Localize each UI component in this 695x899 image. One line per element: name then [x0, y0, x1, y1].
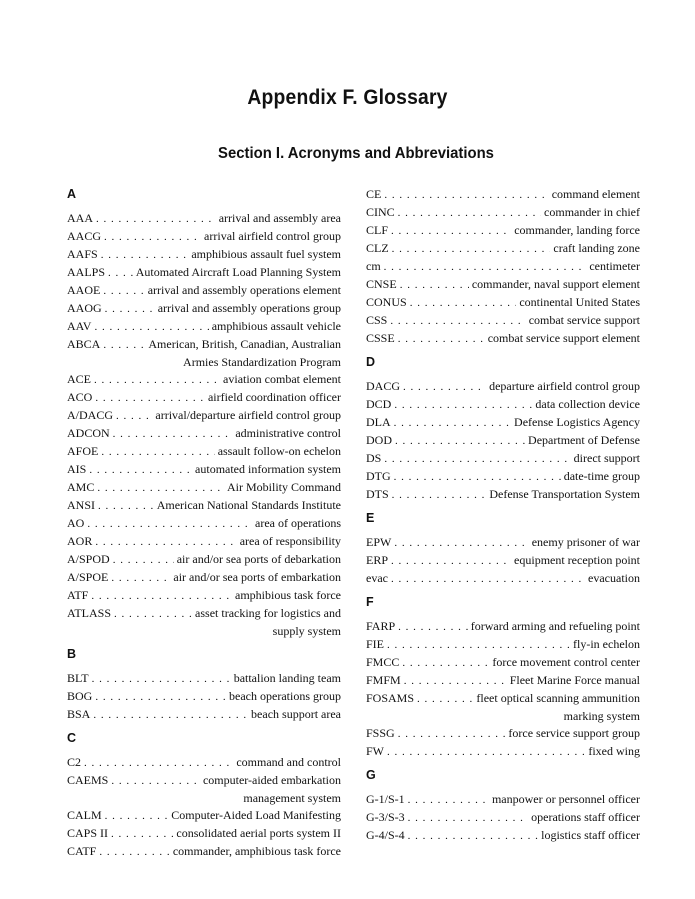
- glossary-entry: [67, 569, 341, 587]
- entry-acronym: ATF: [67, 588, 89, 602]
- dot-leader: [111, 826, 173, 843]
- section-title: Section I. Acronyms and Abbreviations: [218, 145, 494, 162]
- glossary-entry: [366, 690, 640, 725]
- dot-leader: [392, 241, 551, 258]
- entry-acronym: FW: [366, 744, 384, 758]
- dot-leader: [404, 673, 507, 690]
- glossary-entry: [366, 222, 640, 240]
- glossary-entry: [366, 486, 640, 504]
- glossary-entry: [67, 772, 341, 807]
- entry-acronym: EPW: [366, 535, 392, 549]
- entry-definition: manpower or personnel officer: [491, 792, 640, 806]
- entry-definition: departure airfield control group: [489, 379, 640, 393]
- left-column: [67, 186, 341, 861]
- entry-acronym: AO: [67, 516, 85, 530]
- glossary-entry: [67, 228, 341, 246]
- entry-acronym: CATF: [67, 844, 97, 858]
- entry-acronym: DOD: [366, 433, 392, 447]
- entry-definition: consolidated aerial ports system II: [176, 826, 341, 840]
- glossary-entry: [67, 407, 341, 425]
- dot-leader: [395, 433, 525, 450]
- dot-leader: [402, 655, 489, 672]
- glossary-entry: [366, 276, 640, 294]
- entry-acronym: evac: [366, 571, 388, 585]
- entry-acronym: CINC: [366, 205, 395, 219]
- dot-leader: [111, 773, 200, 790]
- glossary-entry: [366, 827, 640, 845]
- entry-definition: amphibious assault vehicle: [211, 319, 341, 333]
- entry-definition: logistics staff officer: [541, 828, 640, 842]
- dot-leader: [398, 619, 468, 636]
- entry-acronym: AACG: [67, 229, 102, 243]
- glossary-entry: [67, 497, 341, 515]
- dot-leader: [95, 390, 205, 407]
- entry-definition: date-time group: [563, 469, 640, 483]
- entry-definition-continued: supply system: [272, 624, 341, 638]
- entry-acronym: ERP: [366, 553, 389, 567]
- entry-definition: commander, landing force: [514, 223, 640, 237]
- glossary-entry: [67, 688, 341, 706]
- glossary-entry: [67, 246, 341, 264]
- glossary-entry: [67, 318, 341, 336]
- entry-definition: Automated Aircraft Load Planning System: [135, 265, 341, 279]
- entry-acronym: CLZ: [366, 241, 389, 255]
- entry-acronym: AFOE: [67, 444, 99, 458]
- dot-leader: [390, 313, 525, 330]
- entry-acronym: ACO: [67, 390, 93, 404]
- entry-definition: force movement control center: [492, 655, 640, 669]
- dot-leader: [116, 408, 152, 425]
- dot-leader: [104, 229, 201, 246]
- dot-leader: [398, 726, 506, 743]
- entry-definition: data collection device: [535, 397, 640, 411]
- glossary-entry: [67, 210, 341, 228]
- glossary-entry: [67, 551, 341, 569]
- dot-leader: [92, 671, 231, 688]
- glossary-entry: [67, 843, 341, 861]
- glossary-entry: [366, 396, 640, 414]
- entry-definition: Department of Defense: [528, 433, 640, 447]
- entry-definition: beach operations group: [229, 689, 341, 703]
- entry-definition: craft landing zone: [553, 241, 640, 255]
- glossary-entry: [366, 414, 640, 432]
- entry-acronym: DACG: [366, 379, 401, 393]
- entry-definition: beach support area: [251, 707, 341, 721]
- entry-definition: Defense Transportation System: [489, 487, 640, 501]
- glossary-entry: [366, 636, 640, 654]
- entry-definition: amphibious task force: [235, 588, 341, 602]
- glossary-entry: [67, 670, 341, 688]
- dot-leader: [387, 637, 570, 654]
- glossary-entry: [67, 264, 341, 282]
- glossary-entry: [67, 461, 341, 479]
- entry-definition: operations staff officer: [531, 810, 640, 824]
- entry-definition: amphibious assault fuel system: [191, 247, 341, 261]
- entry-acronym: ADCON: [67, 426, 110, 440]
- dot-leader: [384, 259, 587, 276]
- entry-acronym: CALM: [67, 808, 102, 822]
- dot-leader: [391, 223, 511, 240]
- entry-acronym: FARP: [366, 619, 396, 633]
- entry-definition: administrative control: [235, 426, 341, 440]
- glossary-entry: [67, 371, 341, 389]
- entry-acronym: ABCA: [67, 337, 101, 351]
- entry-acronym: BLT: [67, 671, 89, 685]
- glossary-entry: [67, 389, 341, 407]
- glossary-entry: [366, 654, 640, 672]
- entry-acronym: FSSG: [366, 726, 395, 740]
- dot-leader: [96, 211, 216, 228]
- entry-acronym: AAOG: [67, 301, 102, 315]
- entry-acronym: CE: [366, 187, 382, 201]
- entry-acronym: BSA: [67, 707, 91, 721]
- entry-acronym: G-3/S-3: [366, 810, 405, 824]
- glossary-entry: [67, 515, 341, 533]
- entry-definition: fly-in echelon: [573, 637, 640, 651]
- section-letter-heading: A: [67, 187, 77, 201]
- entry-definition: automated information system: [195, 462, 341, 476]
- entry-definition: commander, amphibious task force: [172, 844, 341, 858]
- entry-acronym: G-1/S-1: [366, 792, 405, 806]
- dot-leader: [408, 810, 528, 827]
- section-letter-heading: B: [67, 647, 77, 661]
- page-title: Appendix F. Glossary: [247, 86, 448, 109]
- entry-acronym: ATLASS: [67, 606, 112, 620]
- entry-definition: commander in chief: [544, 205, 640, 219]
- dot-leader: [417, 691, 473, 708]
- entry-definition: Defense Logistics Agency: [514, 415, 640, 429]
- dot-leader: [111, 570, 170, 587]
- entry-definition: aviation combat element: [223, 372, 341, 386]
- dot-leader: [101, 247, 189, 264]
- dot-leader: [391, 553, 511, 570]
- entry-acronym: FMCC: [366, 655, 400, 669]
- dot-leader: [394, 535, 528, 552]
- glossary-entry: [366, 204, 640, 222]
- entry-definition-continued: management system: [243, 791, 341, 805]
- glossary-entry: [366, 378, 640, 396]
- entry-acronym: A/SPOE: [67, 570, 109, 584]
- dot-leader: [391, 571, 585, 588]
- entry-acronym: G-4/S-4: [366, 828, 405, 842]
- dot-leader: [103, 283, 144, 300]
- glossary-entry: [366, 330, 640, 348]
- entry-definition: force service support group: [508, 726, 640, 740]
- entry-acronym: CNSE: [366, 277, 397, 291]
- dot-leader: [103, 337, 145, 354]
- dot-leader: [408, 792, 489, 809]
- entry-acronym: FIE: [366, 637, 384, 651]
- entry-acronym: ANSI: [67, 498, 96, 512]
- entry-definition: evacuation: [588, 571, 640, 585]
- dot-leader: [394, 415, 511, 432]
- entry-definition: asset tracking for logistics and: [195, 606, 341, 620]
- entry-acronym: CAEMS: [67, 773, 109, 787]
- glossary-entry: [67, 336, 341, 371]
- entry-definition: Computer-Aided Load Manifesting: [171, 808, 341, 822]
- glossary-entry: [366, 791, 640, 809]
- dot-leader: [408, 828, 538, 845]
- entry-acronym: ACE: [67, 372, 91, 386]
- glossary-entry: [67, 605, 341, 640]
- entry-acronym: AAFS: [67, 247, 98, 261]
- entry-definition: arrival and assembly area: [218, 211, 341, 225]
- entry-definition: air and/or sea ports of debarkation: [176, 552, 341, 566]
- glossary-entry: [67, 300, 341, 318]
- entry-acronym: CONUS: [366, 295, 407, 309]
- section-letter-heading: C: [67, 731, 77, 745]
- glossary-entry: [67, 533, 341, 551]
- entry-acronym: DLA: [366, 415, 391, 429]
- glossary-entry: [67, 282, 341, 300]
- dot-leader: [91, 588, 232, 605]
- entry-definition: command element: [551, 187, 640, 201]
- entry-definition: commander, naval support element: [471, 277, 640, 291]
- right-column: [366, 186, 640, 845]
- glossary-entry: [366, 743, 640, 761]
- entry-acronym: CSSE: [366, 331, 395, 345]
- glossary-entry: [67, 825, 341, 843]
- dot-leader: [394, 397, 532, 414]
- glossary-entry: [366, 552, 640, 570]
- section-letter-heading: F: [366, 595, 374, 609]
- dot-leader: [113, 552, 174, 569]
- entry-acronym: A/DACG: [67, 408, 114, 422]
- glossary-entry: [366, 258, 640, 276]
- entry-definition: forward arming and refueling point: [470, 619, 640, 633]
- entry-definition: continental United States: [519, 295, 640, 309]
- glossary-entry: [67, 425, 341, 443]
- entry-acronym: FOSAMS: [366, 691, 415, 705]
- entry-acronym: DTG: [366, 469, 391, 483]
- entry-definition: area of responsibility: [239, 534, 341, 548]
- glossary-entry: [366, 809, 640, 827]
- dot-leader: [398, 331, 485, 348]
- glossary-entry: [67, 443, 341, 461]
- dot-leader: [384, 451, 570, 468]
- dot-leader: [387, 744, 585, 761]
- entry-acronym: AAOE: [67, 283, 101, 297]
- glossary-entry: [366, 468, 640, 486]
- entry-acronym: C2: [67, 755, 82, 769]
- dot-leader: [99, 844, 170, 861]
- entry-acronym: DTS: [366, 487, 389, 501]
- dot-leader: [95, 534, 236, 551]
- entry-definition: area of operations: [255, 516, 341, 530]
- dot-leader: [89, 462, 192, 479]
- entry-definition: arrival/departure airfield control group: [155, 408, 341, 422]
- entry-definition: enemy prisoner of war: [531, 535, 640, 549]
- entry-definition: American, British, Canadian, Australian: [148, 337, 341, 351]
- dot-leader: [400, 277, 469, 294]
- entry-acronym: FMFM: [366, 673, 401, 687]
- entry-definition: computer-aided embarkation: [202, 773, 341, 787]
- glossary-entry: [366, 570, 640, 588]
- entry-definition: fixed wing: [588, 744, 640, 758]
- entry-acronym: DCD: [366, 397, 392, 411]
- entry-definition: equipment reception point: [514, 553, 640, 567]
- dot-leader: [410, 295, 517, 312]
- entry-acronym: A/SPOD: [67, 552, 110, 566]
- section-letter-heading: G: [366, 768, 376, 782]
- glossary-entry: [366, 312, 640, 330]
- entry-acronym: CLF: [366, 223, 389, 237]
- glossary-entry: [366, 618, 640, 636]
- entry-definition: Air Mobility Command: [227, 480, 341, 494]
- dot-leader: [87, 516, 252, 533]
- entry-definition-continued: marking system: [563, 709, 640, 723]
- entry-acronym: AIS: [67, 462, 87, 476]
- dot-leader: [94, 372, 220, 389]
- glossary-entry: [366, 432, 640, 450]
- entry-acronym: AOR: [67, 534, 93, 548]
- entry-acronym: CAPS II: [67, 826, 109, 840]
- dot-leader: [108, 265, 133, 282]
- entry-definition: centimeter: [589, 259, 640, 273]
- section-letter-heading: E: [366, 511, 375, 525]
- entry-acronym: AAV: [67, 319, 92, 333]
- glossary-entry: [67, 706, 341, 724]
- entry-definition: battalion landing team: [233, 671, 341, 685]
- entry-acronym: CSS: [366, 313, 388, 327]
- entry-definition: combat service support element: [487, 331, 640, 345]
- glossary-entry: [366, 672, 640, 690]
- dot-leader: [93, 707, 248, 724]
- entry-definition: combat service support: [528, 313, 640, 327]
- entry-definition: arrival airfield control group: [204, 229, 341, 243]
- entry-definition: air and/or sea ports of embarkation: [173, 570, 341, 584]
- dot-leader: [95, 689, 226, 706]
- dot-leader: [105, 301, 155, 318]
- entry-definition: Fleet Marine Force manual: [509, 673, 640, 687]
- dot-leader: [398, 205, 541, 222]
- entry-acronym: AALPS: [67, 265, 106, 279]
- glossary-entry: [366, 534, 640, 552]
- entry-definition: arrival and assembly operations element: [147, 283, 341, 297]
- glossary-entry: [67, 807, 341, 825]
- glossary-entry: [67, 479, 341, 497]
- dot-leader: [98, 498, 154, 515]
- dot-leader: [392, 487, 487, 504]
- entry-definition: airfield coordination officer: [207, 390, 341, 404]
- dot-leader: [384, 187, 548, 204]
- entry-definition: American National Standards Institute: [156, 498, 341, 512]
- entry-definition: arrival and assembly operations group: [157, 301, 341, 315]
- dot-leader: [114, 606, 192, 623]
- dot-leader: [105, 808, 169, 825]
- entry-definition: direct support: [573, 451, 640, 465]
- dot-leader: [97, 480, 224, 497]
- entry-definition: command and control: [236, 755, 341, 769]
- entry-definition: fleet optical scanning ammunition: [476, 691, 640, 705]
- entry-definition: assault follow-on echelon: [217, 444, 341, 458]
- entry-acronym: DS: [366, 451, 382, 465]
- dot-leader: [94, 319, 208, 336]
- glossary-entry: [366, 186, 640, 204]
- section-letter-heading: D: [366, 355, 376, 369]
- glossary-entry: [366, 240, 640, 258]
- dot-leader: [84, 755, 233, 772]
- dot-leader: [101, 444, 214, 461]
- entry-acronym: cm: [366, 259, 381, 273]
- dot-leader: [113, 426, 233, 443]
- entry-acronym: BOG: [67, 689, 93, 703]
- glossary-entry: [67, 754, 341, 772]
- glossary-entry: [67, 587, 341, 605]
- dot-leader: [403, 379, 486, 396]
- dot-leader: [394, 469, 561, 486]
- glossary-entry: [366, 725, 640, 743]
- glossary-entry: [366, 450, 640, 468]
- glossary-entry: [366, 294, 640, 312]
- entry-acronym: AAA: [67, 211, 93, 225]
- entry-definition-continued: Armies Standardization Program: [183, 355, 341, 369]
- entry-acronym: AMC: [67, 480, 95, 494]
